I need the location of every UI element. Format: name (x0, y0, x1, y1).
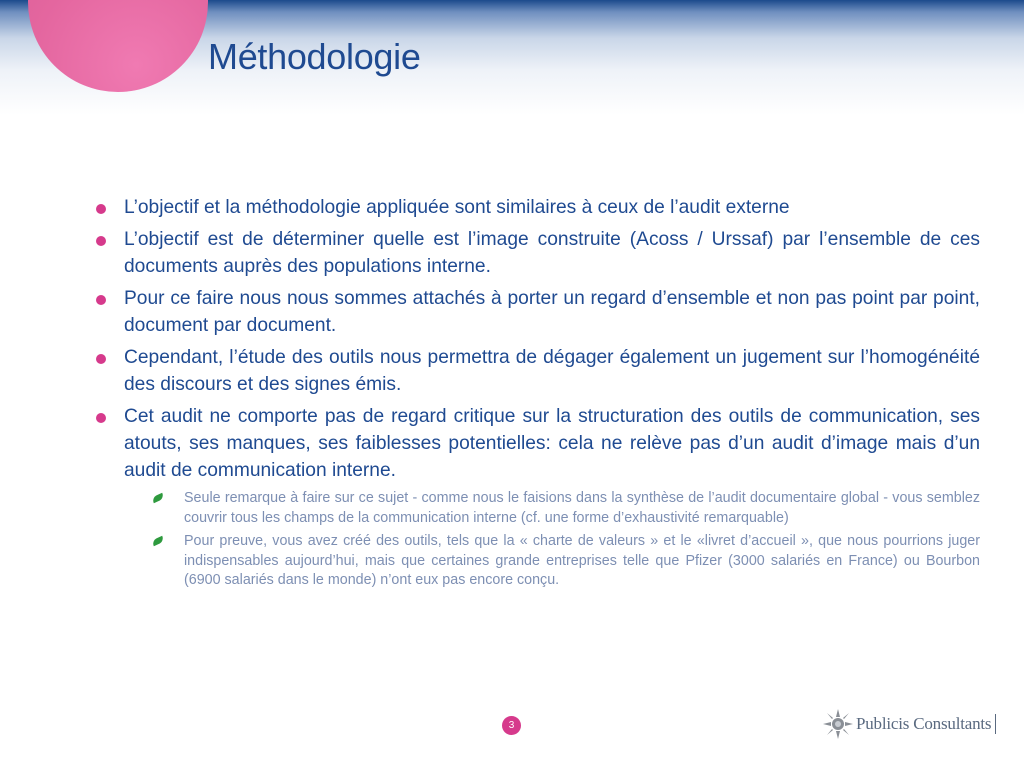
bullet-text: Cependant, l’étude des outils nous permettra de dégager également un jugement sur l’homogénéité des discours et des signes émis. (124, 347, 980, 395)
sub-bullet-text: Seule remarque à faire sur ce sujet - comme nous le faisions dans la synthèse de l’audit documentaire global - vous semblez couvrir tous les champs de la communication interne (cf. une forme d’exhaustivité remarquable) (184, 490, 980, 526)
slide-body (96, 194, 980, 595)
slide-title: Méthodologie (208, 36, 421, 77)
bullet-dot-icon (96, 204, 106, 214)
bullet-dot-icon (96, 236, 106, 246)
bullet-text: Pour ce faire nous nous sommes attachés à porter un regard d’ensemble et non pas point par point, document par document. (124, 288, 980, 336)
bullet-text: Cet audit ne comporte pas de regard critique sur la structuration des outils de communication, ses atouts, ses manques, ses faiblesses potentielles: cela ne relève pas d’un audit d’image mais d’un audit de communication interne. (124, 406, 980, 481)
bullet-dot-icon (96, 295, 106, 305)
bullet-dot-icon (96, 413, 106, 423)
logo-divider (995, 714, 996, 734)
bullet-text: L’objectif et la méthodologie appliquée sont similaires à ceux de l’audit externe (124, 197, 790, 218)
sub-bullet-item (184, 489, 980, 528)
lion-emblem-icon (822, 708, 854, 740)
bullet-item (96, 194, 980, 221)
sub-bullet-item (184, 532, 980, 591)
bullet-item (96, 344, 980, 398)
bullet-dot-icon (96, 354, 106, 364)
bullet-text: L’objectif est de déterminer quelle est l’image construite (Acoss / Urssaf) par l’ensemble de ces documents auprès des populations interne. (124, 229, 980, 277)
bullet-item (96, 226, 980, 280)
bullet-item (96, 285, 980, 339)
page-number: 3 (502, 716, 521, 735)
bullet-item (96, 403, 980, 484)
logo-text: Publicis Consultants (856, 714, 992, 733)
sub-bullet-text: Pour preuve, vous avez créé des outils, tels que la « charte de valeurs » et le «livret d’accueil », que nous pourrions juger indispensables aujourd’hui, mais que certaines grande entreprises telle que Pfizer (3000 salariés en France) ou Bourbon (6900 salariés dans le monde) n’ont eux pas encore conçu. (184, 533, 980, 588)
leaf-bullet-icon (151, 493, 164, 504)
leaf-bullet-icon (151, 536, 164, 547)
publicis-consultants-logo (822, 706, 1002, 742)
